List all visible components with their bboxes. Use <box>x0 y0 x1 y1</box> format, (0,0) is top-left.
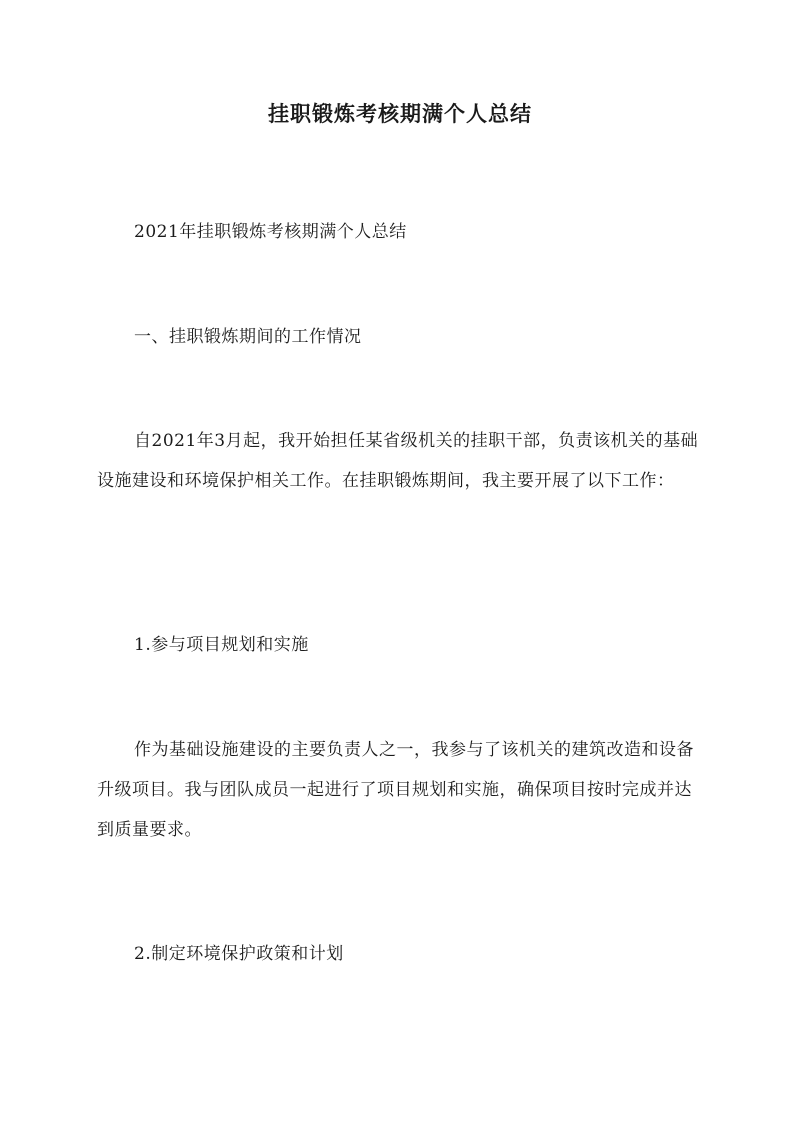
section-heading-1: 一、挂职锻炼期间的工作情况 <box>134 327 362 347</box>
body-paragraph-2: 作为基础设施建设的主要负责人之一，我参与了该机关的建筑改造和设备升级项目。我与团队成员一起进行了项目规划和实施，确保项目按时完成并达到质量要求。 <box>97 740 694 840</box>
subheading-1: 1.参与项目规划和实施 <box>134 635 309 655</box>
subtitle-paragraph: 2021年挂职锻炼考核期满个人总结 <box>134 222 407 242</box>
body-paragraph-1: 自2021年3月起，我开始担任某省级机关的挂职干部，负责该机关的基础设施建设和环境保护相关工作。在挂职锻炼期间，我主要开展了以下工作： <box>97 431 699 491</box>
subheading-2: 2.制定环境保护政策和计划 <box>134 944 344 964</box>
document-title: 挂职锻炼考核期满个人总结 <box>268 101 532 126</box>
